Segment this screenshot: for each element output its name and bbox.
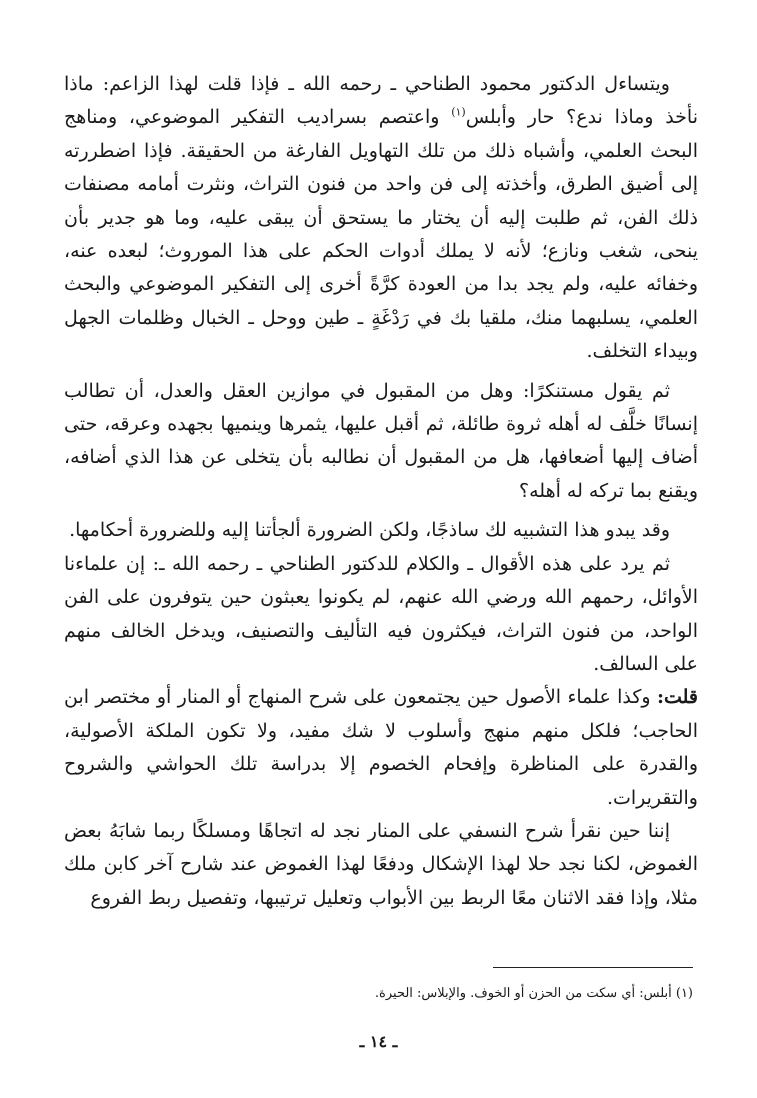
page-body bbox=[64, 68, 698, 915]
paragraph-3 bbox=[64, 514, 698, 547]
footnote: (١) أبلس: أي سكت من الحزن أو الخوف. والإبلاس: الحيرة. bbox=[374, 986, 693, 1001]
paragraph-5-lead: قلت: bbox=[656, 686, 698, 709]
paragraph-3-text: وقد يبدو هذا التشبيه لك ساذجًا، ولكن الضرورة ألجأتنا إليه وللضرورة أحكامها. bbox=[69, 519, 670, 542]
paragraph-4 bbox=[64, 548, 698, 682]
paragraph-5-text: وكذا علماء الأصول حين يجتمعون على شرح المنهاج أو المنار أو مختصر ابن الحاجب؛ فلكل منهم منهج وأسلوب لا شك مفيد، ولا تكون الملكة الأصولية، والقدرة على المناظرة وإفحام الخصوم إلا بدراسة تلك الحواشي والشروح والتقريرات. bbox=[64, 686, 698, 809]
paragraph-6 bbox=[64, 815, 698, 915]
paragraph-4-text: ثم يرد على هذه الأقوال ـ والكلام للدكتور الطناحي ـ رحمه الله ـ: إن علماءنا الأوائل، رحمهم الله ورضي الله عنهم، لم يكونوا يعبثون حين يتوفرون على الفن الواحد، من فنون التراث، فيكثرون فيه التأليف والتصنيف، ويدخل الخالف منهم على السالف. bbox=[64, 552, 698, 675]
paragraph-1 bbox=[64, 68, 698, 369]
paragraph-2 bbox=[64, 375, 698, 509]
paragraph-2-text: ثم يقول مستنكرًا: وهل من المقبول في موازين العقل والعدل، أن تطالب إنسانًا خلَّف له أهله ثروة طائلة، ثم أقبل عليها، يثمرها وينميها بجهده وعرقه، حتى أضاف إليها أضعافها، هل من المقبول أن نطالبه بأن يتخلى عن هذا الذي أضافه، ويقنع بما تركه له أهله؟ bbox=[64, 379, 698, 502]
footnote-divider bbox=[493, 967, 693, 968]
paragraph-6-text: إننا حين نقرأ شرح النسفي على المنار نجد له اتجاهًا ومسلكًا ربما شابَهُ بعض الغموض، لكنا نجد حلا لهذا الإشكال ودفعًا لهذا الغموض عند شارح آخر كابن ملك مثلا، وإذا فقد الاثنان معًا الربط بين الأبواب وتعليل ترتيبها، وتفصيل ربط الفروع bbox=[64, 819, 698, 909]
footnote-marker[interactable]: (١) bbox=[451, 106, 466, 120]
page-number: ـ ١٤ ـ bbox=[359, 1032, 398, 1051]
paragraph-5 bbox=[64, 681, 698, 815]
paragraph-1-text: ويتساءل الدكتور محمود الطناحي ـ رحمه الله ـ فإذا قلت لهذا الزاعم: ماذا نأخذ وماذا ندع؟ حار وأبلس bbox=[64, 73, 699, 129]
paragraph-1-text-cont: واعتصم بسراديب التفكير الموضوعي، ومناهج البحث العلمي، وأشباه ذلك من تلك التهاويل الفارغة من الحقيقة. فإذا اضطررته إلى أضيق الطرق، وأخذته إلى فن واحد من فنون التراث، ونثرت أمامه مصنفات ذلك الفن، ثم طلبت إليه أن يختار ما يستحق أن يبقى عليه، وما هو جدير بأن ينحى، شغب ونازع؛ لأنه لا يملك أدوات الحكم على هذا الموروث؛ لبعده عنه، وخفائه عليه، ولم يجد بدا من العودة كرَّةً أخرى إلى التفكير الموضوعي والبحث العلمي، يسلبهما منك، ملقيا بك في رَدْغَةٍ ـ طين ووحل ـ الخبال وظلمات الجهل وبيداء التخلف. bbox=[64, 106, 698, 363]
